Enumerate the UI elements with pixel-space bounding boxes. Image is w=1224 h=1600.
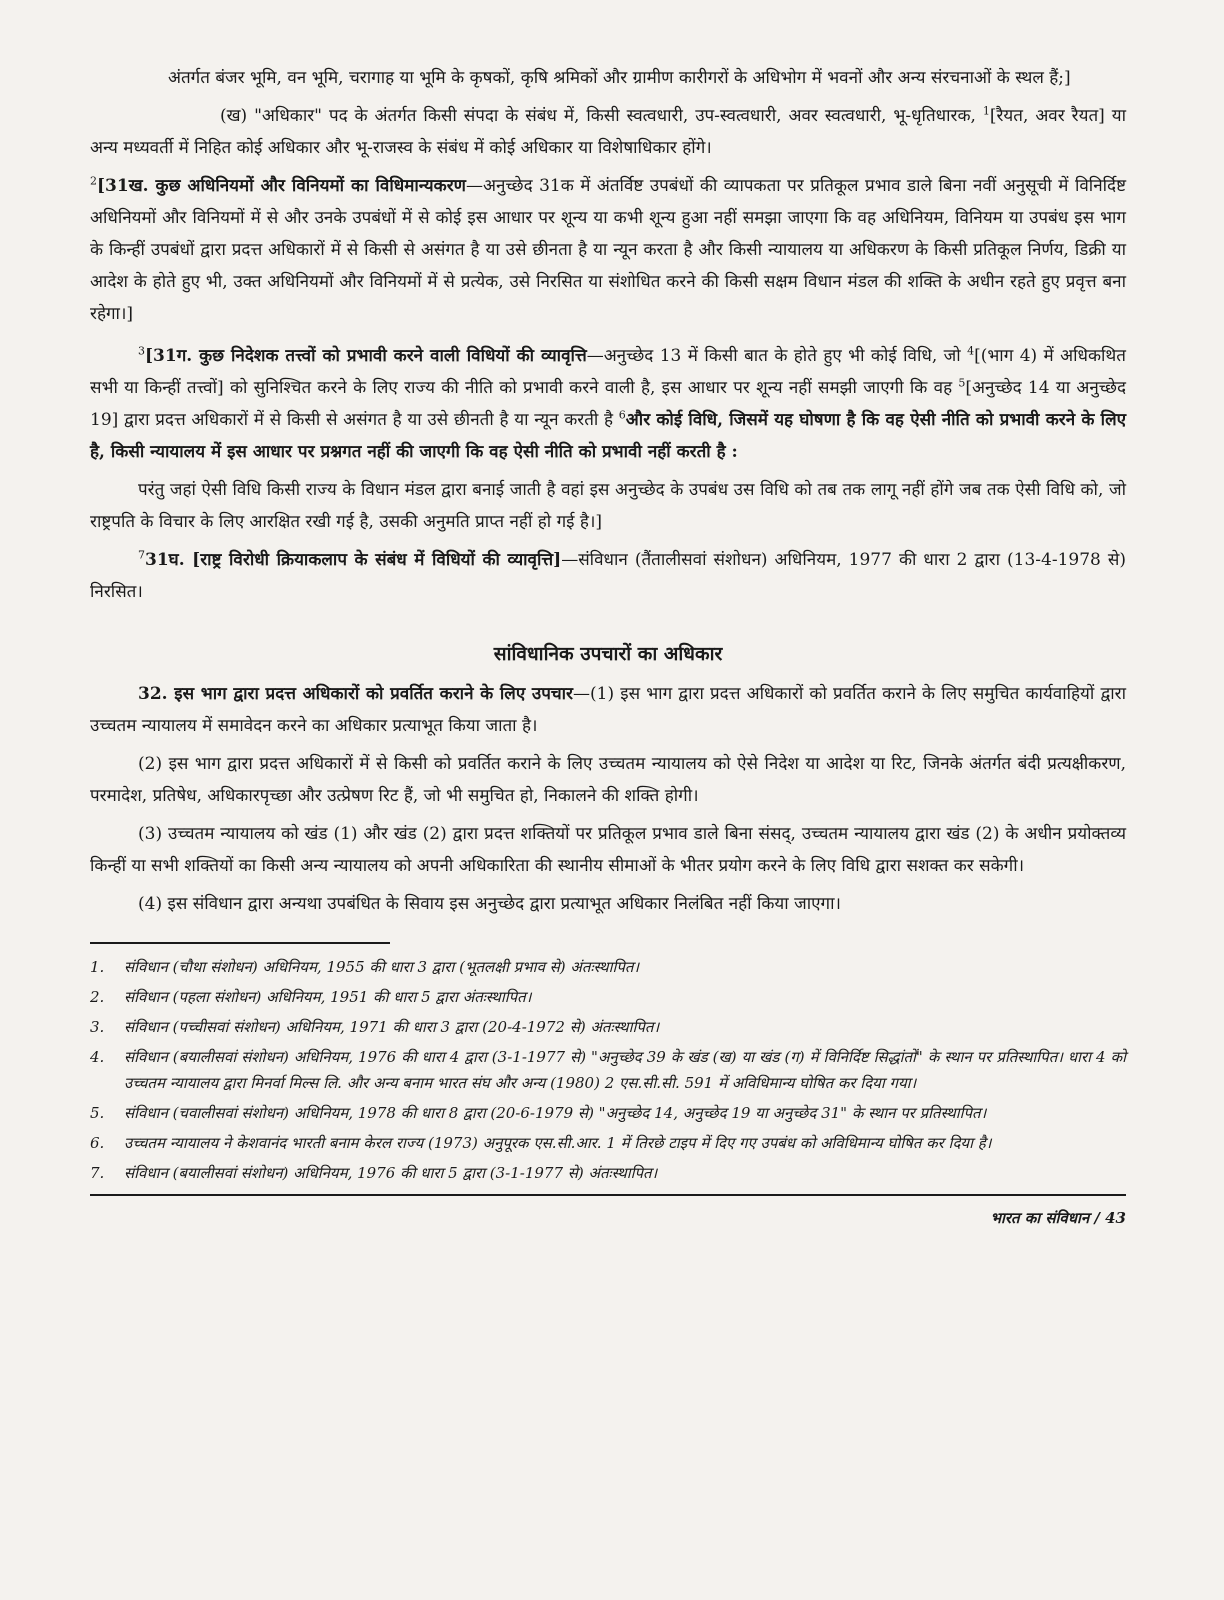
footnote: 2. संविधान (पहला संशोधन) अधिनियम, 1951 की धारा 5 द्वारा अंतःस्थापित। bbox=[90, 988, 532, 1006]
footnotes bbox=[90, 954, 1126, 1186]
article-32-clause-4: (4) इस संविधान द्वारा अन्यथा उपबंधित के सिवाय इस अनुच्छेद द्वारा प्रत्याभूत अधिकार निलंबित नहीं किया जाएगा। bbox=[138, 894, 841, 914]
article-32-clause-2: (2) इस भाग द्वारा प्रदत्त अधिकारों में से किसी को प्रवर्तित कराने के लिए उच्चतम न्यायालय को ऐसे निदेश या आदेश या रिट, जिनके अंतर्गत बंदी प्रत्यक्षीकरण, परमादेश, प्रतिषेध, अधिकारपृच्छा और उत्प्रेषण रिट हैं, जो भी समुचित हो, निकालने की शक्ति होगी। bbox=[90, 754, 1126, 806]
paragraph-kha: (ख) "अधिकार" पद के अंतर्गत किसी संपदा के संबंध में, किसी स्वत्वधारी, उप-स्वत्वधारी, अवर स्वत्वधारी, भू-धृतिधारक, $^1$[रैयत, अवर रैयत] या अन्य मध्यवर्ती में निहित कोई अधिकार और भू-राजस्व के संबंध में कोई अधिकार या विशेषाधिकार होंगे। bbox=[90, 104, 1126, 158]
page-footer: भारत का संविधान / 43 bbox=[990, 1209, 1126, 1227]
footnote: 4. संविधान (बयालीसवां संशोधन) अधिनियम, 1976 की धारा 4 द्वारा (3-1-1977 से) "अनुच्छेद 39 के खंड (ख) या खंड (ग) में विनिर्दिष्ट सिद्धांतों" के स्थान पर प्रतिस्थापित। धारा 4 को उच्चतम न्यायालय द्वारा मिनर्वा मिल्स लि. और अन्य बनाम भारत संघ और अन्य (1980) 2 एस.सी.सी. 591 में अविधिमान्य घोषित कर दिया गया। bbox=[90, 1048, 1126, 1092]
article-31b: $^2$[31ख. कुछ अधिनियमों और विनियमों का विधिमान्यकरण—अनुच्छेद 31क में अंतर्विष्ट उपबंधों की व्यापकता पर प्रतिकूल प्रभाव डाले बिना नवीं अनुसूची में विनिर्दिष्ट अधिनियमों और विनियमों में से और उनके उपबंधों में से कोई इस आधार पर शून्य या कभी शून्य हुआ नहीं समझा जाएगा कि वह अधिनियम, विनियम या उपबंध इस भाग के किन्हीं उपबंधों द्वारा प्रदत्त अधिकारों में से किसी से असंगत है या उसे छीनता है या न्यून करता है और किसी न्यायालय या अधिकरण के किसी प्रतिकूल निर्णय, डिक्री या आदेश के होते हुए भी, उक्त अधिनियमों और विनियमों में से प्रत्येक, उसे निरसित या संशोधित करने की किसी सक्षम विधान मंडल की शक्ति के अधीन रहते हुए प्रवृत्त बना रहेगा।] bbox=[90, 174, 1126, 324]
footer-divider bbox=[90, 1194, 1126, 1196]
paragraph-continuation: अंतर्गत बंजर भूमि, वन भूमि, चरागाह या भूमि के कृषकों, कृषि श्रमिकों और ग्रामीण कारीगरों के अधिभोग में भवनों और अन्य संरचनाओं के स्थल हैं;] bbox=[168, 68, 1071, 88]
footnote: 7. संविधान (बयालीसवां संशोधन) अधिनियम, 1976 की धारा 5 द्वारा (3-1-1977 से) अंतःस्थापित। bbox=[90, 1164, 658, 1182]
article-31c: $^3$[31ग. कुछ निदेशक तत्त्वों को प्रभावी करने वाली विधियों की व्यावृत्ति—अनुच्छेद 13 में किसी बात के होते हुए भी कोई विधि, जो $^4$[(भाग 4) में अधिकथित सभी या किन्हीं तत्त्वों] को सुनिश्चित करने के लिए राज्य की नीति को प्रभावी करने वाली है, इस आधार पर शून्य नहीं समझी जाएगी कि वह $^5$[अनुच्छेद 14 या अनुच्छेद 19] द्वारा प्रदत्त अधिकारों में से किसी से असंगत है या उसे छीनती है या न्यून करती है $^6$और कोई विधि, जिसमें यह घोषणा है कि वह ऐसी नीति को प्रभावी करने के लिए है, किसी न्यायालय में इस आधार पर प्रश्नगत नहीं की जाएगी कि वह ऐसी नीति को प्रभावी नहीं करती है : bbox=[90, 344, 1127, 462]
section-heading: सांविधानिक उपचारों का अधिकार bbox=[493, 643, 723, 665]
article-32-clause-3: (3) उच्चतम न्यायालय को खंड (1) और खंड (2) द्वारा प्रदत्त शक्तियों पर प्रतिकूल प्रभाव डाले बिना संसद्, उच्चतम न्यायालय द्वारा खंड (2) के अधीन प्रयोक्तव्य किन्हीं या सभी शक्तियों का किसी अन्य न्यायालय को अपनी अधिकारिता की स्थानीय सीमाओं के भीतर प्रयोग करने के लिए विधि द्वारा सशक्त कर सकेगी। bbox=[90, 824, 1126, 876]
article-32: 32. इस भाग द्वारा प्रदत्त अधिकारों को प्रवर्तित कराने के लिए उपचार—(1) इस भाग द्वारा प्रदत्त अधिकारों को प्रवर्तित कराने के लिए समुचित कार्यवाहियों द्वारा उच्चतम न्यायालय में समावेदन करने का अधिकार प्रत्याभूत किया जाता है। bbox=[90, 684, 1126, 736]
footnote: 5. संविधान (चवालीसवां संशोधन) अधिनियम, 1978 की धारा 8 द्वारा (20-6-1979 से) "अनुच्छेद 14, अनुच्छेद 19 या अनुच्छेद 31" के स्थान पर प्रतिस्थापित। bbox=[90, 1104, 987, 1122]
footnote: 6. उच्चतम न्यायालय ने केशवानंद भारती बनाम केरल राज्य (1973) अनुपूरक एस.सी.आर. 1 में तिरछे टाइप में दिए गए उपबंध को अविधिमान्य घोषित कर दिया है। bbox=[90, 1134, 992, 1152]
footnote: 3. संविधान (पच्चीसवां संशोधन) अधिनियम, 1971 की धारा 3 द्वारा (20-4-1972 से) अंतःस्थापित। bbox=[90, 1018, 660, 1036]
footnote: 1. संविधान (चौथा संशोधन) अधिनियम, 1955 की धारा 3 द्वारा (भूतलक्षी प्रभाव से) अंतःस्थापित। bbox=[90, 958, 640, 976]
footnote-divider bbox=[90, 942, 390, 944]
article-31d: $^7$31घ. [राष्ट्र विरोधी क्रियाकलाप के संबंध में विधियों की व्यावृत्ति]—संविधान (तैंतालीसवां संशोधन) अधिनियम, 1977 की धारा 2 द्वारा (13-4-1978 से) निरसित। bbox=[90, 548, 1127, 602]
article-31c-proviso: परंतु जहां ऐसी विधि किसी राज्य के विधान मंडल द्वारा बनाई जाती है वहां इस अनुच्छेद के उपबंध उस विधि को तब तक लागू नहीं होंगे जब तक ऐसी विधि को, जो राष्ट्रपति के विचार के लिए आरक्षित रखी गई है, उसकी अनुमति प्राप्त नहीं हो गई है।] bbox=[90, 480, 1126, 532]
